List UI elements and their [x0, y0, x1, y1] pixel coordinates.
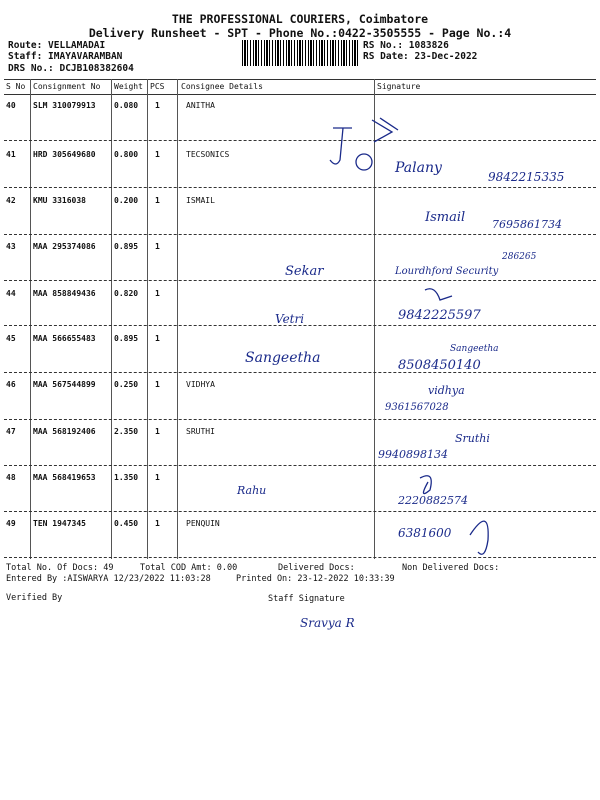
col-pcs: PCS	[150, 82, 165, 91]
row-consignment: MAA 568192406	[33, 427, 96, 436]
row-sno: 44	[6, 289, 16, 298]
company-title: THE PROFESSIONAL COURIERS, Coimbatore	[171, 12, 429, 26]
row46-signature: vidhya	[428, 384, 465, 397]
col-sno: S No	[6, 82, 26, 91]
row-sno: 46	[6, 380, 16, 389]
row48-name: Rahu	[237, 484, 267, 497]
delivered-docs: Delivered Docs:	[278, 563, 355, 573]
col-consignment: Consignment No	[33, 82, 101, 91]
row43-number: 286265	[502, 252, 537, 262]
row-pcs: 1	[155, 380, 160, 389]
drs-label: DRS No.: DCJB108382604	[8, 63, 134, 74]
route-label: Route: VELLAMADAI	[8, 40, 106, 51]
row-pcs: 1	[155, 101, 160, 110]
row49-phone: 6381600	[398, 526, 452, 540]
row41-phone: 9842215335	[488, 170, 565, 184]
row-consignment: MAA 295374086	[33, 242, 96, 251]
row-weight: 0.450	[114, 519, 139, 528]
row-pcs: 1	[155, 242, 160, 251]
row-sno: 45	[6, 334, 16, 343]
signature-stroke	[470, 521, 488, 554]
row-consignment: SLM 310079913	[33, 101, 96, 110]
staff-signature: Sravya R	[300, 616, 355, 630]
staff-signature-label: Staff Signature	[268, 594, 345, 604]
row45-name: Sangeetha	[245, 350, 321, 366]
row43-signature: Lourdhford Security	[395, 266, 499, 277]
row-weight: 0.250	[114, 380, 139, 389]
row-weight: 0.895	[114, 334, 139, 343]
row45-signature: Sangeetha	[450, 344, 499, 354]
col-signature: Signature	[377, 82, 421, 91]
row-consignee: VIDHYA	[186, 380, 215, 389]
row-pcs: 1	[155, 427, 160, 436]
signature-stroke	[425, 289, 452, 300]
row-consignment: MAA 858849436	[33, 289, 96, 298]
row44-name: Vetri	[275, 312, 305, 326]
row-pcs: 1	[155, 473, 160, 482]
row-weight: 1.350	[114, 473, 139, 482]
row-sno: 40	[6, 101, 16, 110]
row-consignment: MAA 568419653	[33, 473, 96, 482]
row-sno: 42	[6, 196, 16, 205]
row-sno: 49	[6, 519, 16, 528]
rs-number: RS No.: 1083826	[363, 40, 449, 51]
entered-by: Entered By :AISWARYA 12/23/2022 11:03:28	[6, 574, 211, 584]
row44-phone: 9842225597	[398, 308, 481, 323]
row-consignment: MAA 566655483	[33, 334, 96, 343]
signature-stroke	[330, 128, 352, 164]
row42-signature: Ismail	[425, 210, 466, 225]
rs-date: RS Date: 23-Dec-2022	[363, 51, 478, 62]
signature-stroke	[420, 476, 431, 494]
row-weight: 2.350	[114, 427, 139, 436]
row-weight: 0.820	[114, 289, 139, 298]
signature-stroke	[372, 118, 398, 142]
non-delivered-docs: Non Delivered Docs:	[402, 563, 500, 573]
row46-phone: 9361567028	[385, 402, 449, 413]
verified-by: Verified By	[6, 593, 63, 603]
signature-stroke	[356, 154, 372, 170]
staff-label: Staff: IMAYAVARAMBAN	[8, 51, 123, 62]
row-consignment: HRD 305649680	[33, 150, 96, 159]
row-consignee: ANITHA	[186, 101, 215, 110]
row-pcs: 1	[155, 519, 160, 528]
row42-phone: 7695861734	[492, 218, 562, 231]
row-pcs: 1	[155, 196, 160, 205]
row-sno: 48	[6, 473, 16, 482]
row-pcs: 1	[155, 150, 160, 159]
row47-signature: Sruthi	[455, 432, 490, 445]
row-consignment: KMU 3316038	[33, 196, 86, 205]
row-weight: 0.895	[114, 242, 139, 251]
row-consignee: TECSONICS	[186, 150, 230, 159]
row-consignment: TEN 1947345	[33, 519, 86, 528]
printed-on: Printed On: 23-12-2022 10:33:39	[236, 574, 395, 584]
row-weight: 0.080	[114, 101, 139, 110]
row47-phone: 9940898134	[378, 448, 448, 461]
row-pcs: 1	[155, 334, 160, 343]
row45-phone: 8508450140	[398, 358, 481, 373]
row-pcs: 1	[155, 289, 160, 298]
row43-name: Sekar	[285, 264, 324, 279]
row-weight: 0.200	[114, 196, 139, 205]
col-weight: Weight	[114, 82, 143, 91]
row-sno: 43	[6, 242, 16, 251]
total-cod: Total COD Amt: 0.00	[140, 563, 238, 573]
total-docs: Total No. Of Docs: 49	[6, 563, 114, 573]
row-consignee: SRUTHI	[186, 427, 215, 436]
row-sno: 41	[6, 150, 16, 159]
row-consignee: PENQUIN	[186, 519, 220, 528]
col-consignee: Consignee Details	[181, 82, 263, 91]
row-consignee: ISMAIL	[186, 196, 215, 205]
row-sno: 47	[6, 427, 16, 436]
row48-phone: 2220882574	[398, 494, 468, 507]
row-consignment: MAA 567544899	[33, 380, 96, 389]
row-weight: 0.800	[114, 150, 139, 159]
row41-signature: Palany	[395, 160, 442, 176]
runsheet-subtitle: Delivery Runsheet - SPT - Phone No.:0422-3505555 - Page No.:4	[88, 26, 512, 40]
